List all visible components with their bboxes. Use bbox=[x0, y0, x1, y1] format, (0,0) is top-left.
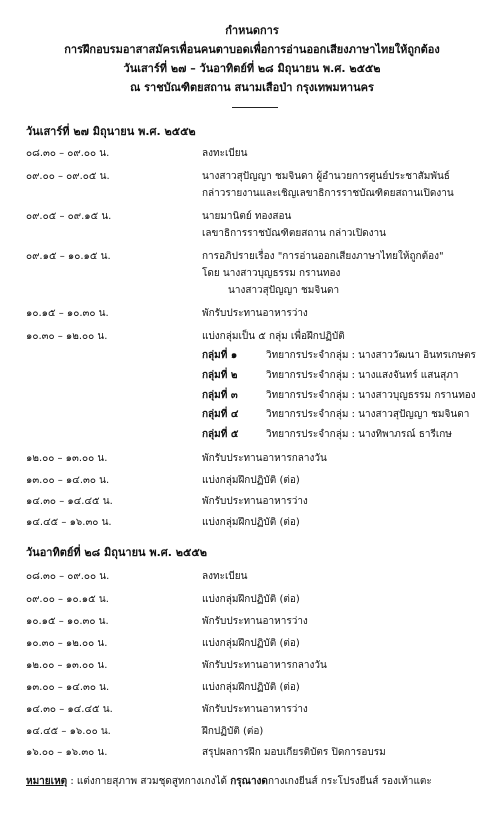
row-time: ๐๘.๓๐ – ๐๙.๐๐ น. bbox=[26, 148, 110, 159]
group-label: กลุ่มที่ ๑ bbox=[202, 350, 238, 361]
row-time: ๑๔.๓๐ – ๑๔.๔๕ น. bbox=[26, 496, 113, 507]
row-activity: แบ่งกลุ่มฝึกปฏิบัติ (ต่อ) bbox=[202, 638, 300, 649]
row-activity: พักรับประทานอาหารกลางวัน bbox=[202, 453, 327, 464]
row-activity: การอภิปรายเรื่อง "การอ่านออกเสียงภาษาไทยให้ถูกต้อง" bbox=[202, 251, 444, 262]
row-time: ๐๙.๐๕ – ๐๙.๑๕ น. bbox=[26, 211, 112, 222]
schedule-row bbox=[0, 702, 504, 718]
schedule-row bbox=[0, 146, 504, 162]
row-activity-continued: โดย นางสาวบุญธรรม กรานทอง bbox=[202, 268, 341, 279]
group-label: กลุ่มที่ ๔ bbox=[202, 409, 239, 420]
row-activity: แบ่งกลุ่มฝึกปฏิบัติ (ต่อ) bbox=[202, 517, 300, 528]
remark bbox=[26, 774, 432, 790]
row-time: ๑๓.๐๐ – ๑๔.๓๐ น. bbox=[26, 682, 110, 693]
row-time: ๐๘.๓๐ – ๐๙.๐๐ น. bbox=[26, 571, 110, 582]
row-time: ๐๙.๐๐ – ๐๙.๐๕ น. bbox=[26, 171, 110, 182]
schedule-row bbox=[0, 569, 504, 585]
row-activity: พักรับประทานอาหารว่าง bbox=[202, 704, 308, 715]
schedule-row bbox=[0, 209, 504, 225]
row-activity: พักรับประทานอาหารว่าง bbox=[202, 308, 308, 319]
schedule-row bbox=[0, 658, 504, 674]
row-time: ๑๐.๓๐ – ๑๒.๐๐ น. bbox=[26, 331, 108, 342]
row-time: ๐๙.๐๐ – ๑๐.๑๕ น. bbox=[26, 594, 109, 605]
schedule-row bbox=[0, 249, 504, 265]
group-label: กลุ่มที่ ๓ bbox=[202, 390, 238, 401]
row-activity: พักรับประทานอาหารว่าง bbox=[202, 616, 308, 627]
schedule-row bbox=[0, 169, 504, 185]
row-activity: แบ่งกลุ่มฝึกปฏิบัติ (ต่อ) bbox=[202, 682, 300, 693]
day2-heading: วันอาทิตย์ที่ ๒๘ มิถุนายน พ.ศ. ๒๕๕๒ bbox=[26, 546, 207, 559]
schedule-row bbox=[0, 680, 504, 696]
row-time: ๑๐.๓๐ – ๑๒.๐๐ น. bbox=[26, 638, 108, 649]
row-activity: แบ่งกลุ่มเป็น ๕ กลุ่ม เพื่อฝึกปฏิบัติ bbox=[202, 331, 345, 342]
row-activity-continued: นางสาวสุปัญญา ชมจินดา bbox=[228, 285, 340, 296]
row-activity: ฝึกปฏิบัติ (ต่อ) bbox=[202, 726, 264, 737]
row-time: ๑๔.๔๕ – ๑๖.๐๐ น. bbox=[26, 726, 111, 737]
row-time: ๑๔.๔๕ – ๑๖.๓๐ น. bbox=[26, 517, 112, 528]
event-dates: วันเสาร์ที่ ๒๗ – วันอาทิตย์ที่ ๒๘ มิถุนายน พ.ศ. ๒๕๕๒ bbox=[123, 62, 381, 75]
row-time: ๑๖.๐๐ – ๑๖.๓๐ น. bbox=[26, 747, 108, 758]
group-trainer: วิทยากรประจำกลุ่ม : นางสาวบุญธรรม กรานทอง bbox=[266, 390, 476, 401]
schedule-row bbox=[0, 473, 504, 489]
event-venue: ณ ราชบัณฑิตยสถาน สนามเสือป่า กรุงเทพมหานคร bbox=[130, 81, 374, 94]
group-label: กลุ่มที่ ๒ bbox=[202, 370, 238, 381]
row-activity: แบ่งกลุ่มฝึกปฏิบัติ (ต่อ) bbox=[202, 475, 300, 486]
day1-heading: วันเสาร์ที่ ๒๗ มิถุนายน พ.ศ. ๒๕๕๒ bbox=[26, 125, 196, 138]
remark-text-end: กางเกงยีนส์ กระโปรงยีนส์ รองเท้าแตะ bbox=[267, 776, 432, 787]
row-time: ๑๒.๐๐ – ๑๓.๐๐ น. bbox=[26, 453, 108, 464]
title-underline bbox=[232, 107, 278, 108]
schedule-row bbox=[0, 329, 504, 345]
remark-label: หมายเหตุ bbox=[26, 776, 68, 787]
row-activity: พักรับประทานอาหารว่าง bbox=[202, 496, 308, 507]
row-activity-continued: เลขาธิการราชบัณฑิตยสถาน กล่าวเปิดงาน bbox=[202, 228, 386, 239]
group-trainer: วิทยากรประจำกลุ่ม : นางทิพาภรณ์ ธารีเกษ bbox=[266, 429, 452, 440]
event-name: การฝึกอบรมอาสาสมัครเพื่อนคนตาบอดเพื่อการอ่านออกเสียงภาษาไทยให้ถูกต้อง bbox=[64, 43, 440, 56]
remark-text: : แต่งกายสุภาพ สวมชุดสูทกางเกงได้ bbox=[67, 776, 231, 787]
schedule-row bbox=[0, 592, 504, 608]
schedule-row bbox=[0, 614, 504, 630]
row-activity: ลงทะเบียน bbox=[202, 571, 248, 582]
row-activity-continued: กล่าวรายงานและเชิญเลขาธิการราชบัณฑิตยสถานเปิดงาน bbox=[202, 188, 454, 199]
row-activity: สรุปผลการฝึก มอบเกียรติบัตร ปิดการอบรม bbox=[202, 747, 386, 758]
schedule-row bbox=[0, 636, 504, 652]
row-activity: นางสาวสุปัญญา ชมจินดา ผู้อำนวยการศูนย์ประชาสัมพันธ์ bbox=[202, 171, 450, 182]
row-activity: ลงทะเบียน bbox=[202, 148, 248, 159]
row-activity: แบ่งกลุ่มฝึกปฏิบัติ (ต่อ) bbox=[202, 594, 300, 605]
group-trainer: วิทยากรประจำกลุ่ม : นางสาวสุปัญญา ชมจินดา bbox=[266, 409, 470, 420]
group-label: กลุ่มที่ ๕ bbox=[202, 429, 239, 440]
row-time: ๑๐.๑๕ – ๑๐.๓๐ น. bbox=[26, 308, 109, 319]
schedule-row bbox=[0, 745, 504, 761]
document-title: กำหนดการ bbox=[225, 24, 279, 37]
schedule-row bbox=[0, 451, 504, 467]
row-activity: นายมานิตย์ ทองสอน bbox=[202, 211, 292, 222]
schedule-row bbox=[0, 515, 504, 531]
row-time: ๑๒.๐๐ – ๑๓.๐๐ น. bbox=[26, 660, 108, 671]
schedule-row bbox=[0, 306, 504, 322]
group-trainer: วิทยากรประจำกลุ่ม : นางสาววัฒนา อินทรเกษตร bbox=[266, 350, 476, 361]
row-activity: พักรับประทานอาหารกลางวัน bbox=[202, 660, 327, 671]
row-time: ๑๐.๑๕ – ๑๐.๓๐ น. bbox=[26, 616, 109, 627]
group-trainer: วิทยากรประจำกลุ่ม : นางแสงจันทร์ แสนสุภา bbox=[266, 370, 459, 381]
row-time: ๑๓.๐๐ – ๑๔.๓๐ น. bbox=[26, 475, 110, 486]
schedule-row bbox=[0, 724, 504, 740]
row-time: ๐๙.๑๕ – ๑๐.๑๕ น. bbox=[26, 251, 111, 262]
row-time: ๑๔.๓๐ – ๑๔.๔๕ น. bbox=[26, 704, 113, 715]
remark-emphasis: กรุณางด bbox=[230, 776, 268, 787]
schedule-row bbox=[0, 494, 504, 510]
